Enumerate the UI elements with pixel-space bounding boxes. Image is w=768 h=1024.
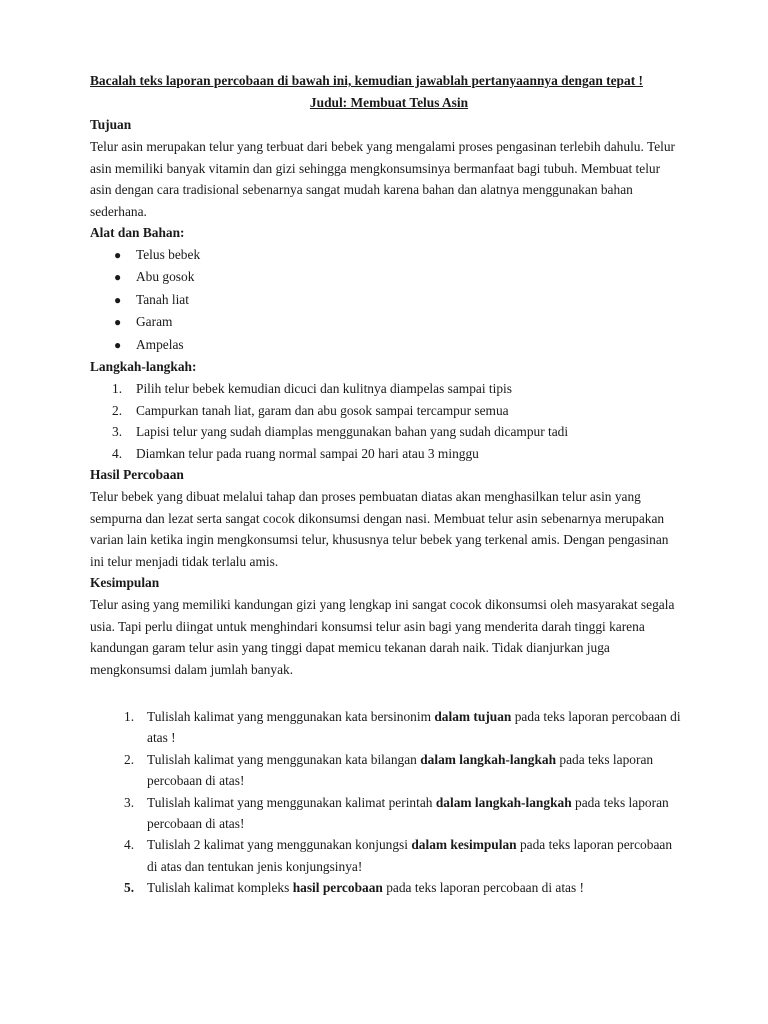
heading-alat-bahan: Alat dan Bahan: — [90, 225, 185, 240]
document-page — [90, 70, 680, 680]
question-item: 2. Tulislah kalimat yang menggunakan kata bilangan dalam langkah-langkah pada teks laporan percobaan di atas! — [124, 751, 654, 789]
list-item: ● Ampelas — [90, 334, 680, 356]
steps-list — [90, 378, 680, 464]
bullet-icon: ● — [114, 315, 122, 330]
paragraph-kesimpulan: Telur asing yang memiliki kandungan gizi yang lengkap ini sangat cocok dikonsumsi oleh masyarakat segala usia. Tapi perlu diingat untuk menghindari konsumsi telur asin bagi yang menderita darah tinggi karena kandungan garam telur asin yang tinggi dapat memicu tekanan darah naik. Tidak dianjurkan juga mengkonsumsi dalam jumlah banyak. — [90, 597, 675, 677]
heading-hasil: Hasil Percobaan — [90, 467, 184, 483]
list-item: 1. Pilih telur bebek kemudian dicuci dan kulitnya diampelas sampai tipis — [112, 381, 512, 397]
list-item: ● Tanah liat — [90, 289, 680, 311]
question-item: 1. Tulislah kalimat yang menggunakan kata bersinonim dalam tujuan pada teks laporan percobaan di atas ! — [124, 709, 681, 746]
list-item: 4. Diamkan telur pada ruang normal sampai 20 hari atau 3 minggu — [112, 445, 479, 461]
bullet-icon: ● — [114, 337, 122, 352]
instruction-text: Bacalah teks laporan percobaan di bawah ini, kemudian jawablah pertanyaannya dengan tepat ! — [90, 73, 643, 88]
bullet-icon: ● — [114, 248, 122, 262]
questions-list — [124, 706, 684, 899]
heading-langkah: Langkah-langkah: — [90, 359, 197, 375]
bullet-icon: ● — [114, 292, 122, 307]
questions-section — [124, 706, 684, 899]
list-item: ● Garam — [90, 311, 680, 333]
materials-list — [90, 244, 680, 356]
heading-tujuan: Tujuan — [90, 117, 132, 132]
heading-kesimpulan: Kesimpulan — [90, 575, 160, 591]
list-item: ● Telus bebek — [90, 244, 680, 266]
list-item: ● Abu gosok — [90, 266, 680, 288]
question-item: 4. Tulislah 2 kalimat yang menggunakan konjungsi dalam kesimpulan pada teks laporan percobaan di atas dan tentukan jenis konjungsinya! — [124, 837, 673, 874]
paragraph-hasil: Telur bebek yang dibuat melalui tahap dan proses pembuatan diatas akan menghasilkan telur asin yang sempurna dan lezat serta sangat cocok dikonsumsi dengan nasi. Membuat telur asin sebenarnya merupakan varian lain ketika ingin mengkonsumsi telur, khususnya telur bebek yang terkenal amis. Dengan pengasinan ini telur menjadi tidak terlalu amis. — [90, 489, 669, 569]
paragraph-tujuan: Telur asin merupakan telur yang terbuat dari bebek yang mengalami proses pengasinan terlebih dahulu. Telur asin memiliki banyak vitamin dan gizi sehingga mengkonsumsinya bermanfaat bagi tubuh. Membuat telur asin dengan cara tradisional sebenarnya sangat mudah karena bahan dan alatnya menggunakan bahan sederhana. — [90, 139, 676, 219]
question-item: 5. Tulislah kalimat kompleks hasil percobaan pada teks laporan percobaan di atas ! — [124, 880, 585, 896]
question-item: 3. Tulislah kalimat yang menggunakan kalimat perintah dalam langkah-langkah pada teks laporan percobaan di atas! — [124, 794, 669, 832]
document-title: Judul: Membuat Telus Asin — [309, 95, 469, 110]
list-item: 3. Lapisi telur yang sudah diamplas menggunakan bahan yang sudah dicampur tadi — [112, 424, 569, 440]
bullet-icon: ● — [114, 270, 122, 285]
list-item: 2. Campurkan tanah liat, garam dan abu gosok sampai tercampur semua — [112, 402, 509, 418]
